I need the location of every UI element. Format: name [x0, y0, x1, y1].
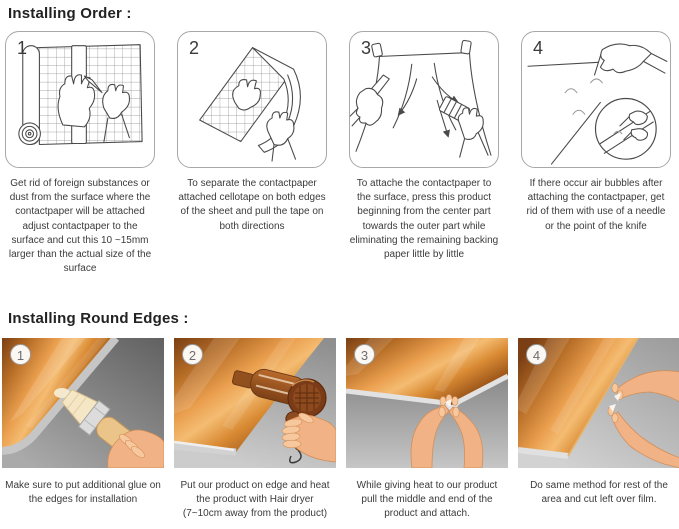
peeling-tape-from-sheet-illustration: [178, 32, 325, 166]
order-step-2-box: [177, 31, 327, 168]
round-step-1: [2, 338, 164, 522]
round-step-2: [174, 338, 336, 522]
step-number-badge: 1: [10, 344, 31, 365]
round-step-2-caption: Put our product on edge and heat the product with Hair dryer (7~10cm away from the product): [180, 480, 330, 520]
round-step-4-caption: Do same method for rest of the area and cut left over film.: [530, 480, 668, 506]
installing-order-title: Installing Order :: [8, 5, 132, 22]
round-step-1-caption: Make sure to put additional glue on the edges for installation: [5, 480, 161, 506]
order-step-4: [521, 31, 671, 276]
installing-order-steps-row: [5, 31, 671, 276]
installing-round-edges-title: Installing Round Edges :: [8, 310, 189, 327]
round-step-2-photo: [174, 338, 336, 468]
order-step-3-caption: To attache the contactpaper to the surface, press this product beginning from the center part towards the outer part while eliminating the remaining backing paper little by little: [349, 178, 499, 260]
order-step-2: [177, 31, 327, 276]
round-step-3-caption: While giving heat to our product pull the middle and end of the product and attach.: [356, 480, 498, 520]
order-step-1-caption: Get rid of foreign substances or dust from the surface where the contactpaper will be attached adjust contactpaper to the surface and cut this 10 ~15mm larger than the actual size of the surface: [8, 178, 152, 275]
step-number: 4: [533, 38, 544, 58]
order-step-3-box: [349, 31, 499, 168]
step-number: 2: [189, 38, 200, 58]
step-number: 3: [361, 38, 372, 58]
pressing-sheet-with-squeegee-illustration: [350, 32, 497, 166]
order-step-1-box: [5, 31, 155, 168]
round-step-3-photo: [346, 338, 508, 468]
round-edges-steps-row: [2, 338, 679, 522]
round-step-1-photo: [2, 338, 164, 468]
round-step-4-photo: [518, 338, 679, 468]
step-number: 1: [17, 38, 28, 58]
order-step-4-caption: If there occur air bubbles after attaching the contactpaper, get rid of them with use of a needle or the point of the knife: [526, 178, 666, 232]
order-step-1: [5, 31, 155, 276]
step-number-badge: 4: [526, 344, 547, 365]
needle-popping-air-bubbles-illustration: [522, 32, 669, 166]
order-step-4-box: [521, 31, 671, 168]
round-step-3: [346, 338, 508, 522]
order-step-2-caption: To separate the contactpaper attached cellotape on both edges of the sheet and pull the tape on both directions: [178, 178, 326, 232]
round-step-4: [518, 338, 679, 522]
step-number-badge: 2: [182, 344, 203, 365]
step-number-badge: 3: [354, 344, 375, 365]
order-step-3: [349, 31, 499, 276]
grid-sheet-with-hands-illustration: [6, 32, 153, 166]
